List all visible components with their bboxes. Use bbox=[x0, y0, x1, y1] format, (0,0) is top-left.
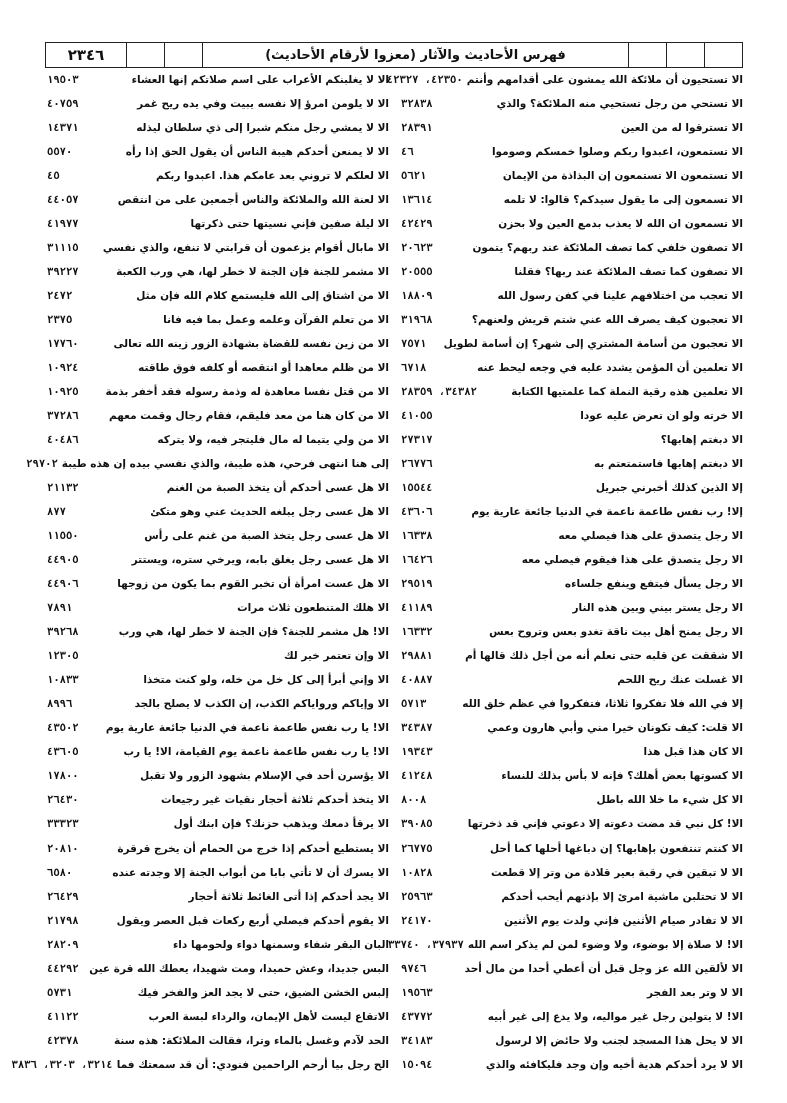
entry-number: ٣٩٠٨٥ bbox=[401, 818, 433, 831]
entry-number: ٤٥ bbox=[47, 170, 60, 183]
entry-number: ٤١١٢٢ bbox=[47, 1010, 79, 1023]
index-entry bbox=[47, 554, 389, 578]
entry-text: إلا في الله فلا تفكروا ثلاثا، فتفكروا في عظم خلق الله bbox=[462, 698, 743, 711]
index-columns bbox=[11, 73, 745, 1083]
index-entry bbox=[47, 122, 389, 146]
entry-text: الا لألقين الله عز وجل قبل أن أعطي أحدا من مال أحد bbox=[464, 962, 743, 975]
entry-text: الا لعنة الله والملائكة والناس أجمعين على من انتقص bbox=[117, 194, 389, 207]
index-entry bbox=[401, 1059, 743, 1083]
index-entry bbox=[401, 314, 743, 338]
index-entry bbox=[387, 938, 743, 963]
entry-number: ٢١١٣٢ bbox=[47, 482, 79, 495]
entry-text: الا تعلمين هذه رقية النملة كما علمتيها الكتابة bbox=[511, 386, 743, 399]
entry-number: ٤٢٣٥٠، ٤٢٣٢٧ bbox=[386, 74, 463, 86]
index-entry bbox=[401, 530, 743, 554]
entry-number: ١٥٥٤٤ bbox=[401, 482, 433, 495]
entry-number: ٢٥٩٦٣ bbox=[401, 890, 433, 903]
index-entry bbox=[47, 218, 389, 242]
entry-text: الا! يا رب نفس طاعمة ناعمة يوم القيامة، الا! يا رب bbox=[123, 746, 389, 759]
entry-text: الا من اشتاق إلى الله فليستمع كلام الله فإن مثل bbox=[136, 290, 389, 303]
entry-text: الا لا يحل هذا المسجد لجنب ولا حائض إلا لرسول bbox=[495, 1034, 743, 1047]
entry-text: الا لا يرد أحدكم هدية أخيه وإن وجد فليكافئه والذي bbox=[485, 1058, 743, 1071]
entry-text: الا لا يغلبنكم الأعراب على اسم صلاتكم إنها العشاء bbox=[131, 74, 389, 86]
index-entry bbox=[47, 963, 389, 987]
entry-text: الا من ولي يتيما له مال فليتجر فيه، ولا يتركه bbox=[157, 434, 389, 447]
entry-number: ٣٤٣٨٧ bbox=[401, 722, 433, 735]
entry-text: الا رجل يسأل فيتفع وينفع جلساءه bbox=[564, 578, 743, 591]
entry-text: الا تصفون خلفي كما تصف الملائكة عند ربهم؟ يتمون bbox=[472, 242, 743, 255]
entry-number: ٥٦٢١ bbox=[401, 170, 427, 183]
entry-text: الح رجل بيا أرحم الراحمين فنودي: أن قد سمعتك فما bbox=[116, 1058, 389, 1071]
index-entry bbox=[47, 987, 389, 1011]
entry-text: الا! يا رب نفس طاعمة ناعمة في الدنيا جائعة عارية يوم bbox=[105, 722, 389, 735]
entry-text: الا رجل يتصدق على هذا فيقوم فيصلي معه bbox=[521, 554, 743, 567]
entry-text: الا من تعلم القرآن وعلمه وعمل بما فيه فانا bbox=[163, 314, 389, 327]
index-entry bbox=[386, 74, 743, 98]
index-entry bbox=[47, 170, 389, 194]
entry-text: الا من قتل نفسا معاهدة له وذمة رسوله فقد أخفر بذمة bbox=[105, 386, 389, 399]
entry-number: ٣٢٨٣٨ bbox=[401, 98, 433, 111]
entry-text: الا! هل مشمر للجنة؟ فإن الجنة لا خطر لها، هي ورب bbox=[118, 626, 389, 639]
entry-number: ١٠٨٢٨ bbox=[401, 866, 433, 879]
entry-number: ٣٧٩٣٧، ٣٣٧٤٠ bbox=[387, 938, 464, 951]
header-empty-cell bbox=[704, 43, 742, 67]
entry-number: ١٠٩٢٥ bbox=[47, 386, 79, 399]
entry-number: ٤٤٩٠٥ bbox=[47, 554, 79, 567]
index-entry bbox=[401, 578, 743, 602]
entry-number: ١٦٣٣٢ bbox=[401, 626, 433, 639]
entry-number: ١٥٠٩٤ bbox=[401, 1058, 433, 1071]
entry-text: الا هل عست امرأة أن تخبر القوم بما يكون من زوجها bbox=[117, 578, 389, 591]
entry-text: الا يرقأ دمعك ويذهب حزنك؟ فإن ابنك أول bbox=[173, 818, 389, 831]
entry-number: ٤٣٦٠٦ bbox=[401, 506, 433, 519]
index-entry bbox=[401, 602, 743, 626]
entry-text: الا تستمعون، اعبدوا ربكم وصلوا خمسكم وصوموا bbox=[491, 146, 743, 159]
entry-text: الا! لا يتولين رجل غير مواليه، ولا يدع إلى غير أبيه bbox=[487, 1010, 743, 1023]
entry-text: إلبس الخشن الضيق، حتى لا يجد العز والفخر فيك bbox=[137, 986, 389, 999]
entry-number: ٩٧٤٦ bbox=[401, 962, 427, 975]
header-empty-cell bbox=[628, 43, 666, 67]
entry-number: ٤٦ bbox=[401, 146, 414, 159]
index-entry bbox=[401, 794, 743, 818]
entry-number: ١٩٣٤٣ bbox=[401, 746, 433, 759]
entry-number: ٤٣٧٧٢ bbox=[401, 1010, 433, 1023]
index-entry bbox=[401, 290, 743, 314]
entry-number: ١٤٣٧١ bbox=[47, 122, 79, 135]
index-entry bbox=[26, 458, 389, 482]
entry-number: ١٦٣٣٨ bbox=[401, 530, 433, 543]
entry-number: ١٩٥٦٣ bbox=[401, 986, 433, 999]
entry-number: ٢٩٧٠٢ bbox=[26, 458, 58, 471]
header-empty-cell bbox=[126, 43, 164, 67]
index-entry bbox=[47, 794, 389, 818]
entry-number: ٤٣٥٠٢ bbox=[47, 722, 79, 735]
entry-text: الا يقوم أحدكم فيصلي أربع ركعات قبل العصر ويقول bbox=[116, 914, 389, 927]
entry-number: ٢٠٦٢٣ bbox=[401, 242, 433, 255]
entry-text: الا لا يمشي رجل منكم شبرا إلى ذي سلطان ليذله bbox=[136, 122, 389, 135]
entry-text: الا رجل يستر بيني وبين هذه النار bbox=[572, 602, 743, 615]
index-entry bbox=[401, 891, 743, 915]
entry-text: الا لا وتر بعد الفجر bbox=[647, 986, 743, 999]
index-entry bbox=[47, 362, 389, 386]
entry-text: الا من كان هنا من معد فليقم، فقام رجال وقمت معهم bbox=[109, 410, 389, 423]
entry-number: ٦٧١٨ bbox=[401, 362, 427, 375]
index-entry bbox=[47, 434, 389, 458]
index-entry bbox=[401, 434, 743, 458]
index-entry bbox=[401, 867, 743, 891]
index-entry bbox=[401, 915, 743, 939]
index-entry bbox=[47, 194, 389, 218]
index-entry bbox=[47, 290, 389, 314]
entry-number: ٢٠٨١٠ bbox=[47, 842, 79, 855]
index-entry bbox=[47, 338, 389, 362]
entry-text: الا لا تفادر صيام الأثنين فإني ولدت يوم الأثنين bbox=[504, 914, 743, 927]
index-entry bbox=[401, 338, 743, 362]
entry-text: الا تستمعون الا تستمعون إن البذاذة من الإيمان bbox=[502, 170, 743, 183]
left-column bbox=[11, 73, 395, 1083]
index-entry bbox=[47, 314, 389, 338]
index-entry bbox=[47, 770, 389, 794]
entry-text: الا شققت عن قلبه حتى تعلم أنه من أجل ذلك قالها أم bbox=[465, 650, 743, 663]
entry-text: الا مابال أقوام يزعمون أن قرابتي لا تنفع، والذي نفسي bbox=[102, 242, 389, 255]
entry-text: الاتقاع ليست لأهل الإيمان، والرداء لبسة العرب bbox=[148, 1010, 389, 1023]
index-entry bbox=[401, 482, 743, 506]
entry-number: ٣١٩٦٨ bbox=[401, 314, 433, 327]
entry-number: ٤١١٨٩ bbox=[401, 602, 433, 615]
entry-text: الا يجد أحدكم إذا أتى الغائط ثلاثة أحجار bbox=[188, 890, 389, 903]
index-entry bbox=[47, 843, 389, 867]
index-entry bbox=[401, 458, 743, 482]
index-entry bbox=[401, 170, 743, 194]
entry-text: إلا! رب نفس طاعمة ناعمة في الدنيا جائعة عارية يوم bbox=[471, 506, 743, 519]
index-entry bbox=[47, 506, 389, 530]
entry-text: الا هل عسى أحدكم أن يتخذ الصبة من الغنم bbox=[166, 482, 389, 495]
entry-text: الا يؤسرن أحد في الإسلام بشهود الزور ولا تقبل bbox=[140, 770, 389, 783]
entry-text: الا من ظلم معاهدا أو انتقصه أو كلفه فوق طاقته bbox=[138, 362, 389, 375]
entry-text: الا لا يلومن امرؤ إلا نفسه يبيت وفي يده ريح غمر bbox=[137, 98, 389, 111]
index-entry bbox=[401, 818, 743, 842]
entry-text: البان البقر شفاء وسمنها دواء ولحومها داء bbox=[172, 938, 389, 951]
index-entry bbox=[11, 1058, 389, 1083]
entry-number: ٢١٧٩٨ bbox=[47, 914, 79, 927]
entry-number: ١٠٨٣٣ bbox=[47, 674, 79, 687]
index-entry bbox=[47, 746, 389, 770]
entry-number: ٢٨٣٩١ bbox=[401, 122, 433, 135]
entry-text: الا تسمعون ان الله لا يعذب بدمع العين ولا بحزن bbox=[498, 218, 743, 231]
index-entry bbox=[401, 386, 743, 410]
entry-number: ٥٥٧٠ bbox=[47, 146, 73, 159]
entry-number: ٣٤١٨٣ bbox=[401, 1034, 433, 1047]
entry-text: الا مشمر للجنة فإن الجنة لا خطر لها، هي ورب الكعبة bbox=[116, 266, 389, 279]
entry-number: ٣٣٣٢٣ bbox=[47, 818, 79, 831]
entry-text: الا تصفون كما تصف الملائكة عند ربها؟ فقلنا bbox=[514, 266, 743, 279]
page-header bbox=[45, 42, 743, 68]
index-entry bbox=[401, 698, 743, 722]
entry-text: الا رجل يمنح أهل بيت ناقة تغدو بعس وتروح بعس bbox=[489, 626, 743, 639]
index-entry bbox=[401, 1035, 743, 1059]
entry-number: ٢٤١٧٠ bbox=[401, 914, 433, 927]
entry-number: ٢٣٧٥ bbox=[47, 314, 73, 327]
entry-number: ٤٤٠٥٧ bbox=[47, 194, 79, 207]
entry-number: ٤٠٨٨٧ bbox=[401, 674, 433, 687]
entry-text: الا لعلكم لا تروني بعد عامكم هذا. اعبدوا ربكم bbox=[156, 170, 389, 183]
index-entry bbox=[47, 98, 389, 122]
entry-text: الا خرته ولو ان تعرض عليه عودا bbox=[580, 410, 743, 423]
entry-text: الا ليلة صفين فإني نسيتها حتى ذكرتها bbox=[190, 218, 389, 231]
entry-number: ٢٦٧٧٦ bbox=[401, 458, 433, 471]
entry-number: ٤٣٦٠٥ bbox=[47, 746, 79, 759]
index-entry bbox=[47, 266, 389, 290]
entry-number: ٤١٢٤٨ bbox=[401, 770, 433, 783]
entry-text: الا يسرك أن لا تأتي بابا من أبواب الجنة إلا وجدته عنده bbox=[112, 866, 389, 879]
entry-number: ٣٢١٤، ٣٢٠٣، ٣٨٣٦ bbox=[11, 1058, 113, 1071]
entry-text: الا تستحيون أن ملائكة الله يمشون على أقدامهم وأنتم bbox=[466, 74, 743, 86]
index-entry bbox=[401, 194, 743, 218]
entry-text: الا لا تبقين في رقبة بعير قلادة من وتر إلا قطعت bbox=[490, 866, 743, 879]
entry-number: ٢٩٥١٩ bbox=[401, 578, 433, 591]
entry-text: الا! كل نبي قد مضت دعوته إلا دعوتي فإني قد ذخرتها bbox=[467, 818, 743, 831]
index-entry bbox=[401, 650, 743, 674]
entry-text: الا لا تحتلبن ماشية امرئ إلا بإذنهم أيحب أحدكم bbox=[501, 890, 743, 903]
page-number: ٢٣٤٦ bbox=[67, 46, 105, 64]
entry-text: الا كان هذا قبل هذا bbox=[643, 746, 743, 759]
entry-number: ١٦٤٢٦ bbox=[401, 554, 433, 567]
index-entry bbox=[47, 939, 389, 963]
entry-text: الا! لا صلاة إلا بوضوء، ولا وضوء لمن لم يذكر اسم الله bbox=[467, 938, 743, 951]
entry-text: الحد لآدم وغسل بالماء وترا، فقالت الملائكة: هذه سنة bbox=[114, 1034, 389, 1047]
entry-number: ٥٧١٣ bbox=[401, 698, 427, 711]
entry-number: ٢٠٥٥٥ bbox=[401, 266, 433, 279]
entry-number: ١٠٩٢٤ bbox=[47, 362, 79, 375]
entry-text: الا وإني أبرأ إلى كل خل من خله، ولو كنت متخذا bbox=[143, 674, 389, 687]
index-entry bbox=[401, 963, 743, 987]
entry-number: ٣٩٢٢٧ bbox=[47, 266, 79, 279]
index-entry bbox=[47, 818, 389, 842]
entry-number: ٤٢٤٢٩ bbox=[401, 218, 433, 231]
index-entry bbox=[401, 674, 743, 698]
entry-text: الا تعجبون كيف يصرف الله عني شتم قريش ولعنهم؟ bbox=[471, 314, 743, 327]
entry-text: الا يتخذ أحدكم ثلاثة أحجار نقيات غير رجيعات bbox=[161, 794, 389, 807]
index-entry bbox=[47, 1035, 389, 1059]
entry-number: ٦٥٨٠ bbox=[47, 866, 73, 879]
index-entry bbox=[47, 915, 389, 939]
entry-text: الا تستحي من رجل تستحيي منه الملائكة؟ والذي bbox=[496, 98, 743, 111]
entry-number: ١١٥٥٠ bbox=[47, 530, 79, 543]
index-entry bbox=[47, 386, 389, 410]
entry-number: ٨٠٠٨ bbox=[401, 794, 427, 807]
entry-text: الا كل شيء ما خلا الله باطل bbox=[596, 794, 743, 807]
index-entry bbox=[47, 74, 389, 98]
index-entry bbox=[401, 362, 743, 386]
entry-text: الا هل عسى رجل يبلغه الحديث عني وهو متكئ bbox=[150, 506, 389, 519]
entry-text: الا وإن تعتمر خير لك bbox=[284, 650, 389, 663]
index-entry bbox=[401, 626, 743, 650]
index-entry bbox=[47, 674, 389, 698]
entry-text: الا من زين نفسه للقضاة بشهادة الزور زينه الله تعالى bbox=[113, 338, 389, 351]
index-entry bbox=[401, 722, 743, 746]
entry-number: ١٧٨٠٠ bbox=[47, 770, 79, 783]
index-entry bbox=[47, 698, 389, 722]
index-entry bbox=[401, 98, 743, 122]
index-entry bbox=[47, 1011, 389, 1035]
entry-text: الا تعجبون من أسامة المشتري إلى شهر؟ إن أسامة لطويل bbox=[443, 338, 743, 351]
entry-number: ١٩٥٠٣ bbox=[47, 74, 79, 86]
entry-number: ٨٧٧ bbox=[47, 506, 66, 519]
entry-text: الا قلت: كيف تكونان خيرا مني وأبي هارون وعمي bbox=[487, 722, 743, 735]
index-entry bbox=[47, 410, 389, 434]
entry-number: ٢٦٤٣٠ bbox=[47, 794, 79, 807]
index-entry bbox=[401, 146, 743, 170]
entry-text: إلى هنا انتهى فرحي، هذه طيبة، والذي نفسي بيده إن هذه طيبة bbox=[61, 458, 389, 471]
index-entry bbox=[47, 530, 389, 554]
entry-text: الا هل عسى رجل يغلق بابه، ويرخي ستره، ويستتر bbox=[131, 554, 389, 567]
entry-number: ٤٤٢٩٢ bbox=[47, 962, 79, 975]
index-entry bbox=[401, 242, 743, 266]
index-entry bbox=[401, 987, 743, 1011]
entry-text: الا تسمعون إلى ما يقول سيدكم؟ قالوا: لا تلمه bbox=[503, 194, 743, 207]
entry-number: ٢٦٤٢٩ bbox=[47, 890, 79, 903]
entry-number: ٣٩٢٦٨ bbox=[47, 626, 79, 639]
entry-text: إلا الذين كذلك أخبرني جبريل bbox=[595, 482, 743, 495]
entry-number: ٧٨٩١ bbox=[47, 602, 73, 615]
entry-text: الا كسوتها بعض أهلك؟ فإنه لا بأس بذلك للنساء bbox=[501, 770, 743, 783]
index-entry bbox=[401, 770, 743, 794]
index-entry bbox=[47, 650, 389, 674]
index-entry bbox=[47, 578, 389, 602]
entry-text: الا دبغتم إهابها فاستمتعتم به bbox=[594, 458, 743, 471]
index-entry bbox=[47, 722, 389, 746]
entry-number: ٢٩٨٨١ bbox=[401, 650, 433, 663]
entry-number: ٢٨٢٠٩ bbox=[47, 938, 79, 951]
page-title: فهرس الأحاديث والآثار (معزوا لأرقام الأحاديث) bbox=[202, 43, 628, 67]
entry-number: ٨٩٩٦ bbox=[47, 698, 73, 711]
index-entry bbox=[401, 843, 743, 867]
index-entry bbox=[401, 554, 743, 578]
entry-text: الا غسلت عنك ريح اللحم bbox=[617, 674, 743, 687]
entry-text: الا هلك المتنطعون ثلاث مرات bbox=[237, 602, 389, 615]
entry-number: ٣٧٢٨٦ bbox=[47, 410, 79, 423]
entry-number: ٤٠٤٨٦ bbox=[47, 434, 79, 447]
entry-text: الا تعجب من اختلافهم علينا في كفن رسول الله bbox=[497, 290, 743, 303]
entry-number: ١٧٧٦٠ bbox=[47, 338, 79, 351]
entry-number: ٤١٠٥٥ bbox=[401, 410, 433, 423]
entry-number: ٤١٩٧٧ bbox=[47, 218, 79, 231]
entry-number: ٢٤٧٢ bbox=[47, 290, 73, 303]
entry-text: البس جديدا، وعش حميدا، ومت شهيدا، يعطك الله قرة عين bbox=[89, 962, 389, 975]
entry-text: الا يستطيع أحدكم إذا خرج من الحمام أن يخرج قرقرة bbox=[117, 842, 389, 855]
entry-number: ٤٠٧٥٩ bbox=[47, 98, 79, 111]
index-entry bbox=[401, 266, 743, 290]
index-entry bbox=[401, 1011, 743, 1035]
entry-number: ٤٤٩٠٦ bbox=[47, 578, 79, 591]
index-entry bbox=[47, 867, 389, 891]
entry-number: ٣٤٣٨٢، ٢٨٣٥٩ bbox=[401, 386, 477, 399]
entry-number: ٥٧٣١ bbox=[47, 986, 73, 999]
header-empty-cell bbox=[164, 43, 202, 67]
index-entry bbox=[401, 410, 743, 434]
entry-number: ١٨٨٠٩ bbox=[401, 290, 433, 303]
entry-text: الا رجل يتصدق على هذا فيصلي معه bbox=[558, 530, 743, 543]
index-entry bbox=[401, 746, 743, 770]
entry-number: ٢٦٧٧٥ bbox=[401, 842, 433, 855]
entry-number: ١٢٣٠٥ bbox=[47, 650, 79, 663]
index-entry bbox=[401, 506, 743, 530]
entry-number: ١٣٦١٤ bbox=[401, 194, 433, 207]
index-entry bbox=[47, 146, 389, 170]
entry-text: الا تسترقوا له من العين bbox=[620, 122, 743, 135]
index-entry bbox=[47, 626, 389, 650]
index-entry bbox=[47, 482, 389, 506]
entry-text: الا وإياكم ورواياكم الكذب، إن الكذب لا يصلح بالجد bbox=[134, 698, 389, 711]
entry-number: ٣١١١٥ bbox=[47, 242, 79, 255]
entry-text: الا تعلمين أن المؤمن يشدد عليه في وجعه ليحط عنه bbox=[477, 362, 743, 375]
entry-text: الا هل عسى رجل يتخذ الصبة من غنم على رأس bbox=[144, 530, 389, 543]
index-entry bbox=[401, 218, 743, 242]
entry-text: الا لا يمنعن أحدكم هيبة الناس أن يقول الحق إذا رأه bbox=[125, 146, 389, 159]
entry-text: الا كنتم تنتفعون بإهابها؟ إن دباغها أحلها كما أحل bbox=[490, 842, 743, 855]
entry-text: الا دبغتم إهابها؟ bbox=[660, 434, 743, 447]
entry-number: ٢٧٣١٧ bbox=[401, 434, 433, 447]
right-column bbox=[386, 73, 745, 1083]
index-entry bbox=[47, 602, 389, 626]
index-entry bbox=[401, 122, 743, 146]
header-empty-cell bbox=[666, 43, 704, 67]
index-entry bbox=[47, 242, 389, 266]
entry-number: ٤٢٣٧٨ bbox=[47, 1034, 79, 1047]
index-entry bbox=[47, 891, 389, 915]
entry-number: ٧٥٧١ bbox=[401, 338, 427, 351]
